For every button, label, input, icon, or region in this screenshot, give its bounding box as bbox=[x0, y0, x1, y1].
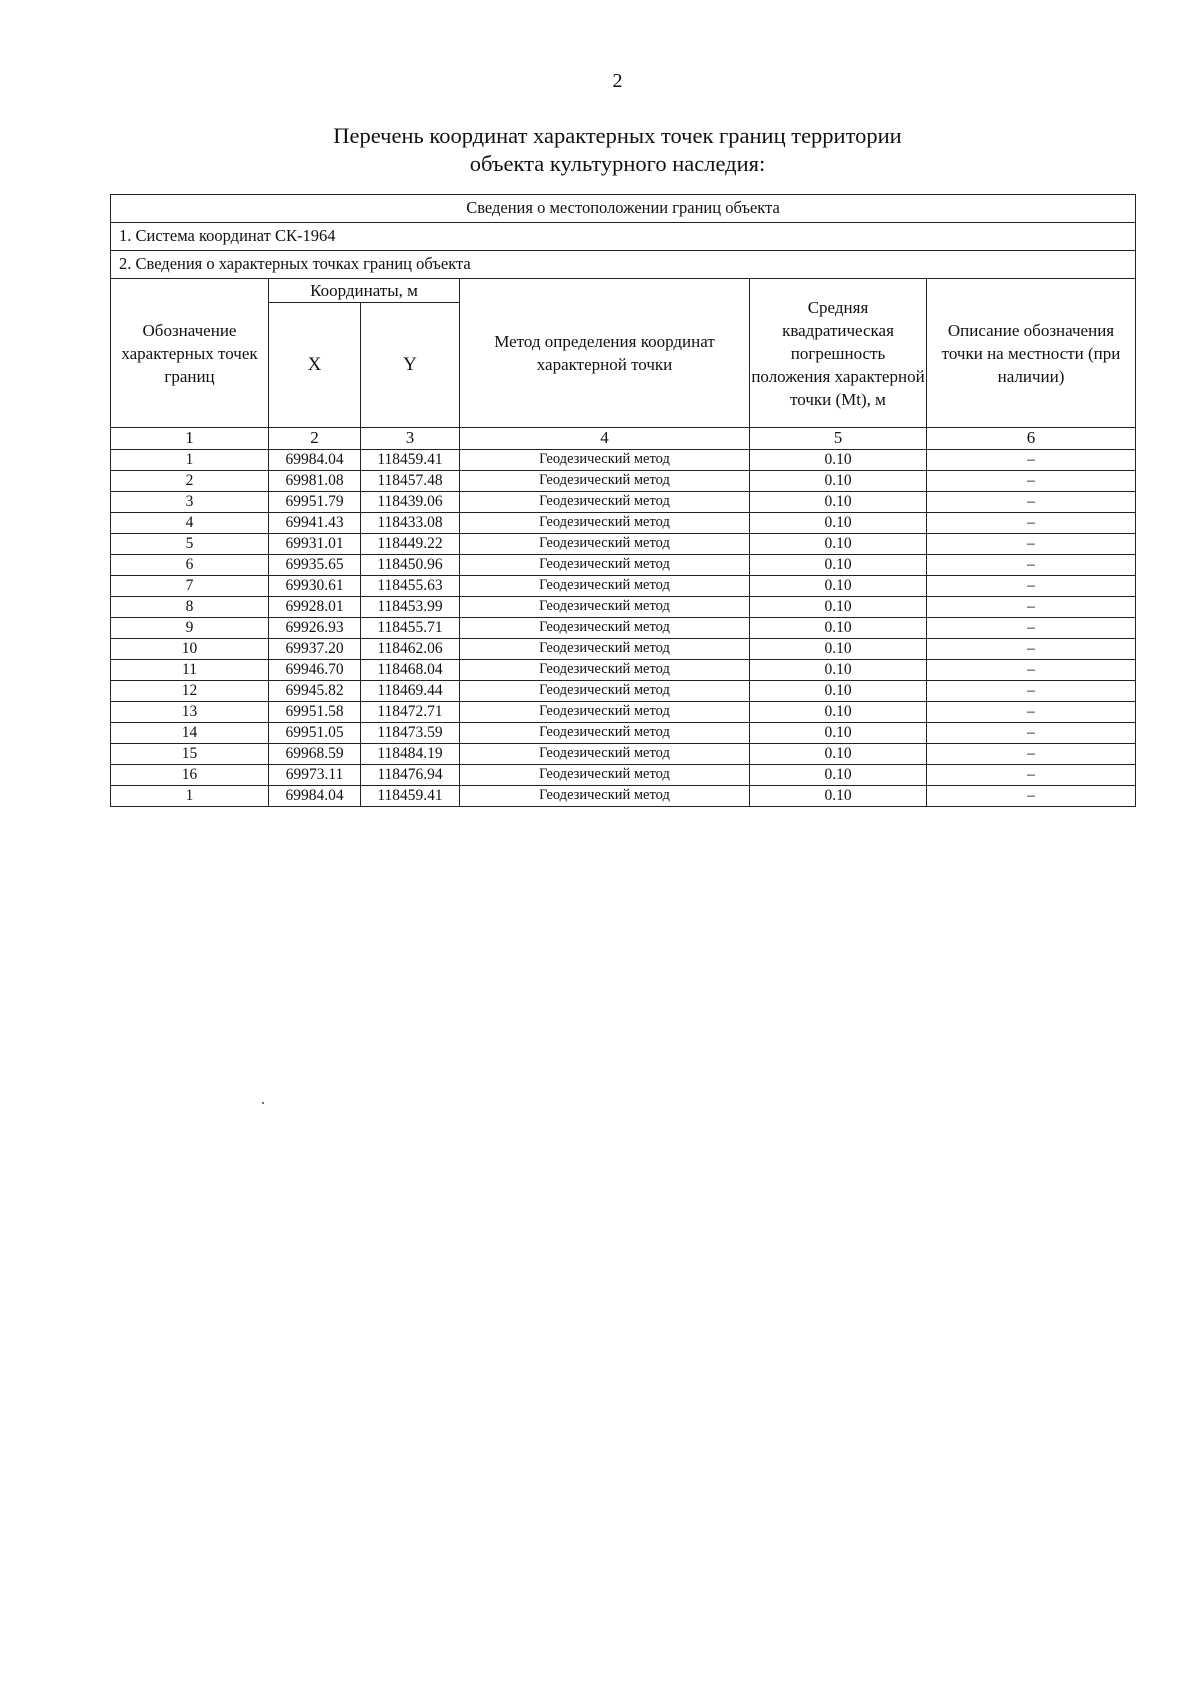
y-cell: 118457.48 bbox=[361, 471, 460, 492]
error-cell: 0.10 bbox=[750, 576, 927, 597]
x-cell: 69937.20 bbox=[269, 639, 361, 660]
error-cell: 0.10 bbox=[750, 597, 927, 618]
y-cell: 118462.06 bbox=[361, 639, 460, 660]
method-cell: Геодезический метод bbox=[460, 744, 750, 765]
header-row bbox=[111, 279, 1136, 303]
error-cell: 0.10 bbox=[750, 786, 927, 807]
x-cell: 69951.79 bbox=[269, 492, 361, 513]
method-cell: Геодезический метод bbox=[460, 786, 750, 807]
y-cell: 118469.44 bbox=[361, 681, 460, 702]
point-cell: 6 bbox=[111, 555, 269, 576]
x-cell: 69945.82 bbox=[269, 681, 361, 702]
coord-system: 1. Система координат СК-1964 bbox=[111, 223, 1136, 251]
point-cell: 9 bbox=[111, 618, 269, 639]
y-cell: 118450.96 bbox=[361, 555, 460, 576]
column-number: 4 bbox=[460, 428, 750, 450]
table-row bbox=[111, 534, 1136, 555]
error-cell: 0.10 bbox=[750, 450, 927, 471]
table-row bbox=[111, 702, 1136, 723]
table-row bbox=[111, 723, 1136, 744]
point-cell: 4 bbox=[111, 513, 269, 534]
method-cell: Геодезический метод bbox=[460, 471, 750, 492]
method-cell: Геодезический метод bbox=[460, 660, 750, 681]
method-cell: Геодезический метод bbox=[460, 576, 750, 597]
description-cell: – bbox=[927, 492, 1136, 513]
column-number: 1 bbox=[111, 428, 269, 450]
x-cell: 69968.59 bbox=[269, 744, 361, 765]
y-cell: 118472.71 bbox=[361, 702, 460, 723]
error-cell: 0.10 bbox=[750, 471, 927, 492]
description-cell: – bbox=[927, 450, 1136, 471]
section-title-row bbox=[111, 195, 1136, 223]
points-section-row bbox=[111, 251, 1136, 279]
x-cell: 69984.04 bbox=[269, 786, 361, 807]
y-cell: 118455.63 bbox=[361, 576, 460, 597]
method-cell: Геодезический метод bbox=[460, 492, 750, 513]
table-row bbox=[111, 513, 1136, 534]
header-method: Метод определения координат характерной точки bbox=[460, 279, 750, 428]
y-cell: 118459.41 bbox=[361, 786, 460, 807]
description-cell: – bbox=[927, 786, 1136, 807]
x-cell: 69926.93 bbox=[269, 618, 361, 639]
x-cell: 69951.05 bbox=[269, 723, 361, 744]
method-cell: Геодезический метод bbox=[460, 534, 750, 555]
error-cell: 0.10 bbox=[750, 765, 927, 786]
x-cell: 69951.58 bbox=[269, 702, 361, 723]
coordinates-table bbox=[110, 194, 1136, 807]
table-row bbox=[111, 576, 1136, 597]
table-row bbox=[111, 681, 1136, 702]
method-cell: Геодезический метод bbox=[460, 450, 750, 471]
description-cell: – bbox=[927, 534, 1136, 555]
y-cell: 118439.06 bbox=[361, 492, 460, 513]
method-cell: Геодезический метод bbox=[460, 639, 750, 660]
error-cell: 0.10 bbox=[750, 639, 927, 660]
table-row bbox=[111, 765, 1136, 786]
description-cell: – bbox=[927, 660, 1136, 681]
point-cell: 14 bbox=[111, 723, 269, 744]
column-number: 3 bbox=[361, 428, 460, 450]
description-cell: – bbox=[927, 513, 1136, 534]
x-cell: 69930.61 bbox=[269, 576, 361, 597]
y-cell: 118453.99 bbox=[361, 597, 460, 618]
point-cell: 7 bbox=[111, 576, 269, 597]
description-cell: – bbox=[927, 597, 1136, 618]
description-cell: – bbox=[927, 702, 1136, 723]
point-cell: 13 bbox=[111, 702, 269, 723]
error-cell: 0.10 bbox=[750, 513, 927, 534]
header-coordinates: Координаты, м bbox=[269, 279, 460, 303]
point-cell: 5 bbox=[111, 534, 269, 555]
header-x: X bbox=[269, 303, 361, 428]
description-cell: – bbox=[927, 639, 1136, 660]
point-cell: 12 bbox=[111, 681, 269, 702]
error-cell: 0.10 bbox=[750, 492, 927, 513]
column-number: 6 bbox=[927, 428, 1136, 450]
x-cell: 69973.11 bbox=[269, 765, 361, 786]
x-cell: 69984.04 bbox=[269, 450, 361, 471]
error-cell: 0.10 bbox=[750, 618, 927, 639]
header-error: Средняя квадратическая погрешность положения характерной точки (Mt), м bbox=[750, 279, 927, 428]
y-cell: 118484.19 bbox=[361, 744, 460, 765]
description-cell: – bbox=[927, 471, 1136, 492]
y-cell: 118473.59 bbox=[361, 723, 460, 744]
description-cell: – bbox=[927, 723, 1136, 744]
error-cell: 0.10 bbox=[750, 660, 927, 681]
table-row bbox=[111, 618, 1136, 639]
document-title bbox=[0, 122, 1200, 178]
table-row bbox=[111, 450, 1136, 471]
section-title: Сведения о местоположении границ объекта bbox=[111, 195, 1136, 223]
table-row bbox=[111, 786, 1136, 807]
point-cell: 1 bbox=[111, 450, 269, 471]
table-row bbox=[111, 744, 1136, 765]
header-designation: Обозначение характерных точек границ bbox=[111, 279, 269, 428]
error-cell: 0.10 bbox=[750, 744, 927, 765]
column-number: 5 bbox=[750, 428, 927, 450]
y-cell: 118468.04 bbox=[361, 660, 460, 681]
y-cell: 118433.08 bbox=[361, 513, 460, 534]
column-number-row bbox=[111, 428, 1136, 450]
point-cell: 10 bbox=[111, 639, 269, 660]
page-number: 2 bbox=[612, 70, 623, 92]
x-cell: 69935.65 bbox=[269, 555, 361, 576]
x-cell: 69941.43 bbox=[269, 513, 361, 534]
method-cell: Геодезический метод bbox=[460, 723, 750, 744]
error-cell: 0.10 bbox=[750, 681, 927, 702]
points-section-title: 2. Сведения о характерных точках границ объекта bbox=[111, 251, 1136, 279]
description-cell: – bbox=[927, 576, 1136, 597]
method-cell: Геодезический метод bbox=[460, 555, 750, 576]
description-cell: – bbox=[927, 618, 1136, 639]
title-line-1: Перечень координат характерных точек границ территории bbox=[333, 123, 902, 148]
coord-system-row bbox=[111, 223, 1136, 251]
point-cell: 3 bbox=[111, 492, 269, 513]
y-cell: 118459.41 bbox=[361, 450, 460, 471]
description-cell: – bbox=[927, 744, 1136, 765]
table-row bbox=[111, 639, 1136, 660]
point-cell: 16 bbox=[111, 765, 269, 786]
table-row bbox=[111, 471, 1136, 492]
method-cell: Геодезический метод bbox=[460, 765, 750, 786]
point-cell: 11 bbox=[111, 660, 269, 681]
error-cell: 0.10 bbox=[750, 534, 927, 555]
table-row bbox=[111, 660, 1136, 681]
y-cell: 118476.94 bbox=[361, 765, 460, 786]
table-row bbox=[111, 597, 1136, 618]
method-cell: Геодезический метод bbox=[460, 618, 750, 639]
error-cell: 0.10 bbox=[750, 555, 927, 576]
point-cell: 1 bbox=[111, 786, 269, 807]
point-cell: 15 bbox=[111, 744, 269, 765]
method-cell: Геодезический метод bbox=[460, 702, 750, 723]
header-y: Y bbox=[361, 303, 460, 428]
method-cell: Геодезический метод bbox=[460, 597, 750, 618]
method-cell: Геодезический метод bbox=[460, 513, 750, 534]
x-cell: 69928.01 bbox=[269, 597, 361, 618]
title-line-2: объекта культурного наследия: bbox=[469, 151, 766, 176]
scan-speck bbox=[262, 1102, 264, 1104]
x-cell: 69981.08 bbox=[269, 471, 361, 492]
error-cell: 0.10 bbox=[750, 723, 927, 744]
point-cell: 8 bbox=[111, 597, 269, 618]
x-cell: 69946.70 bbox=[269, 660, 361, 681]
method-cell: Геодезический метод bbox=[460, 681, 750, 702]
y-cell: 118449.22 bbox=[361, 534, 460, 555]
header-description: Описание обозначения точки на местности (при наличии) bbox=[927, 279, 1136, 428]
error-cell: 0.10 bbox=[750, 702, 927, 723]
description-cell: – bbox=[927, 681, 1136, 702]
table-row bbox=[111, 492, 1136, 513]
table-row bbox=[111, 555, 1136, 576]
description-cell: – bbox=[927, 555, 1136, 576]
column-number: 2 bbox=[269, 428, 361, 450]
x-cell: 69931.01 bbox=[269, 534, 361, 555]
point-cell: 2 bbox=[111, 471, 269, 492]
y-cell: 118455.71 bbox=[361, 618, 460, 639]
description-cell: – bbox=[927, 765, 1136, 786]
